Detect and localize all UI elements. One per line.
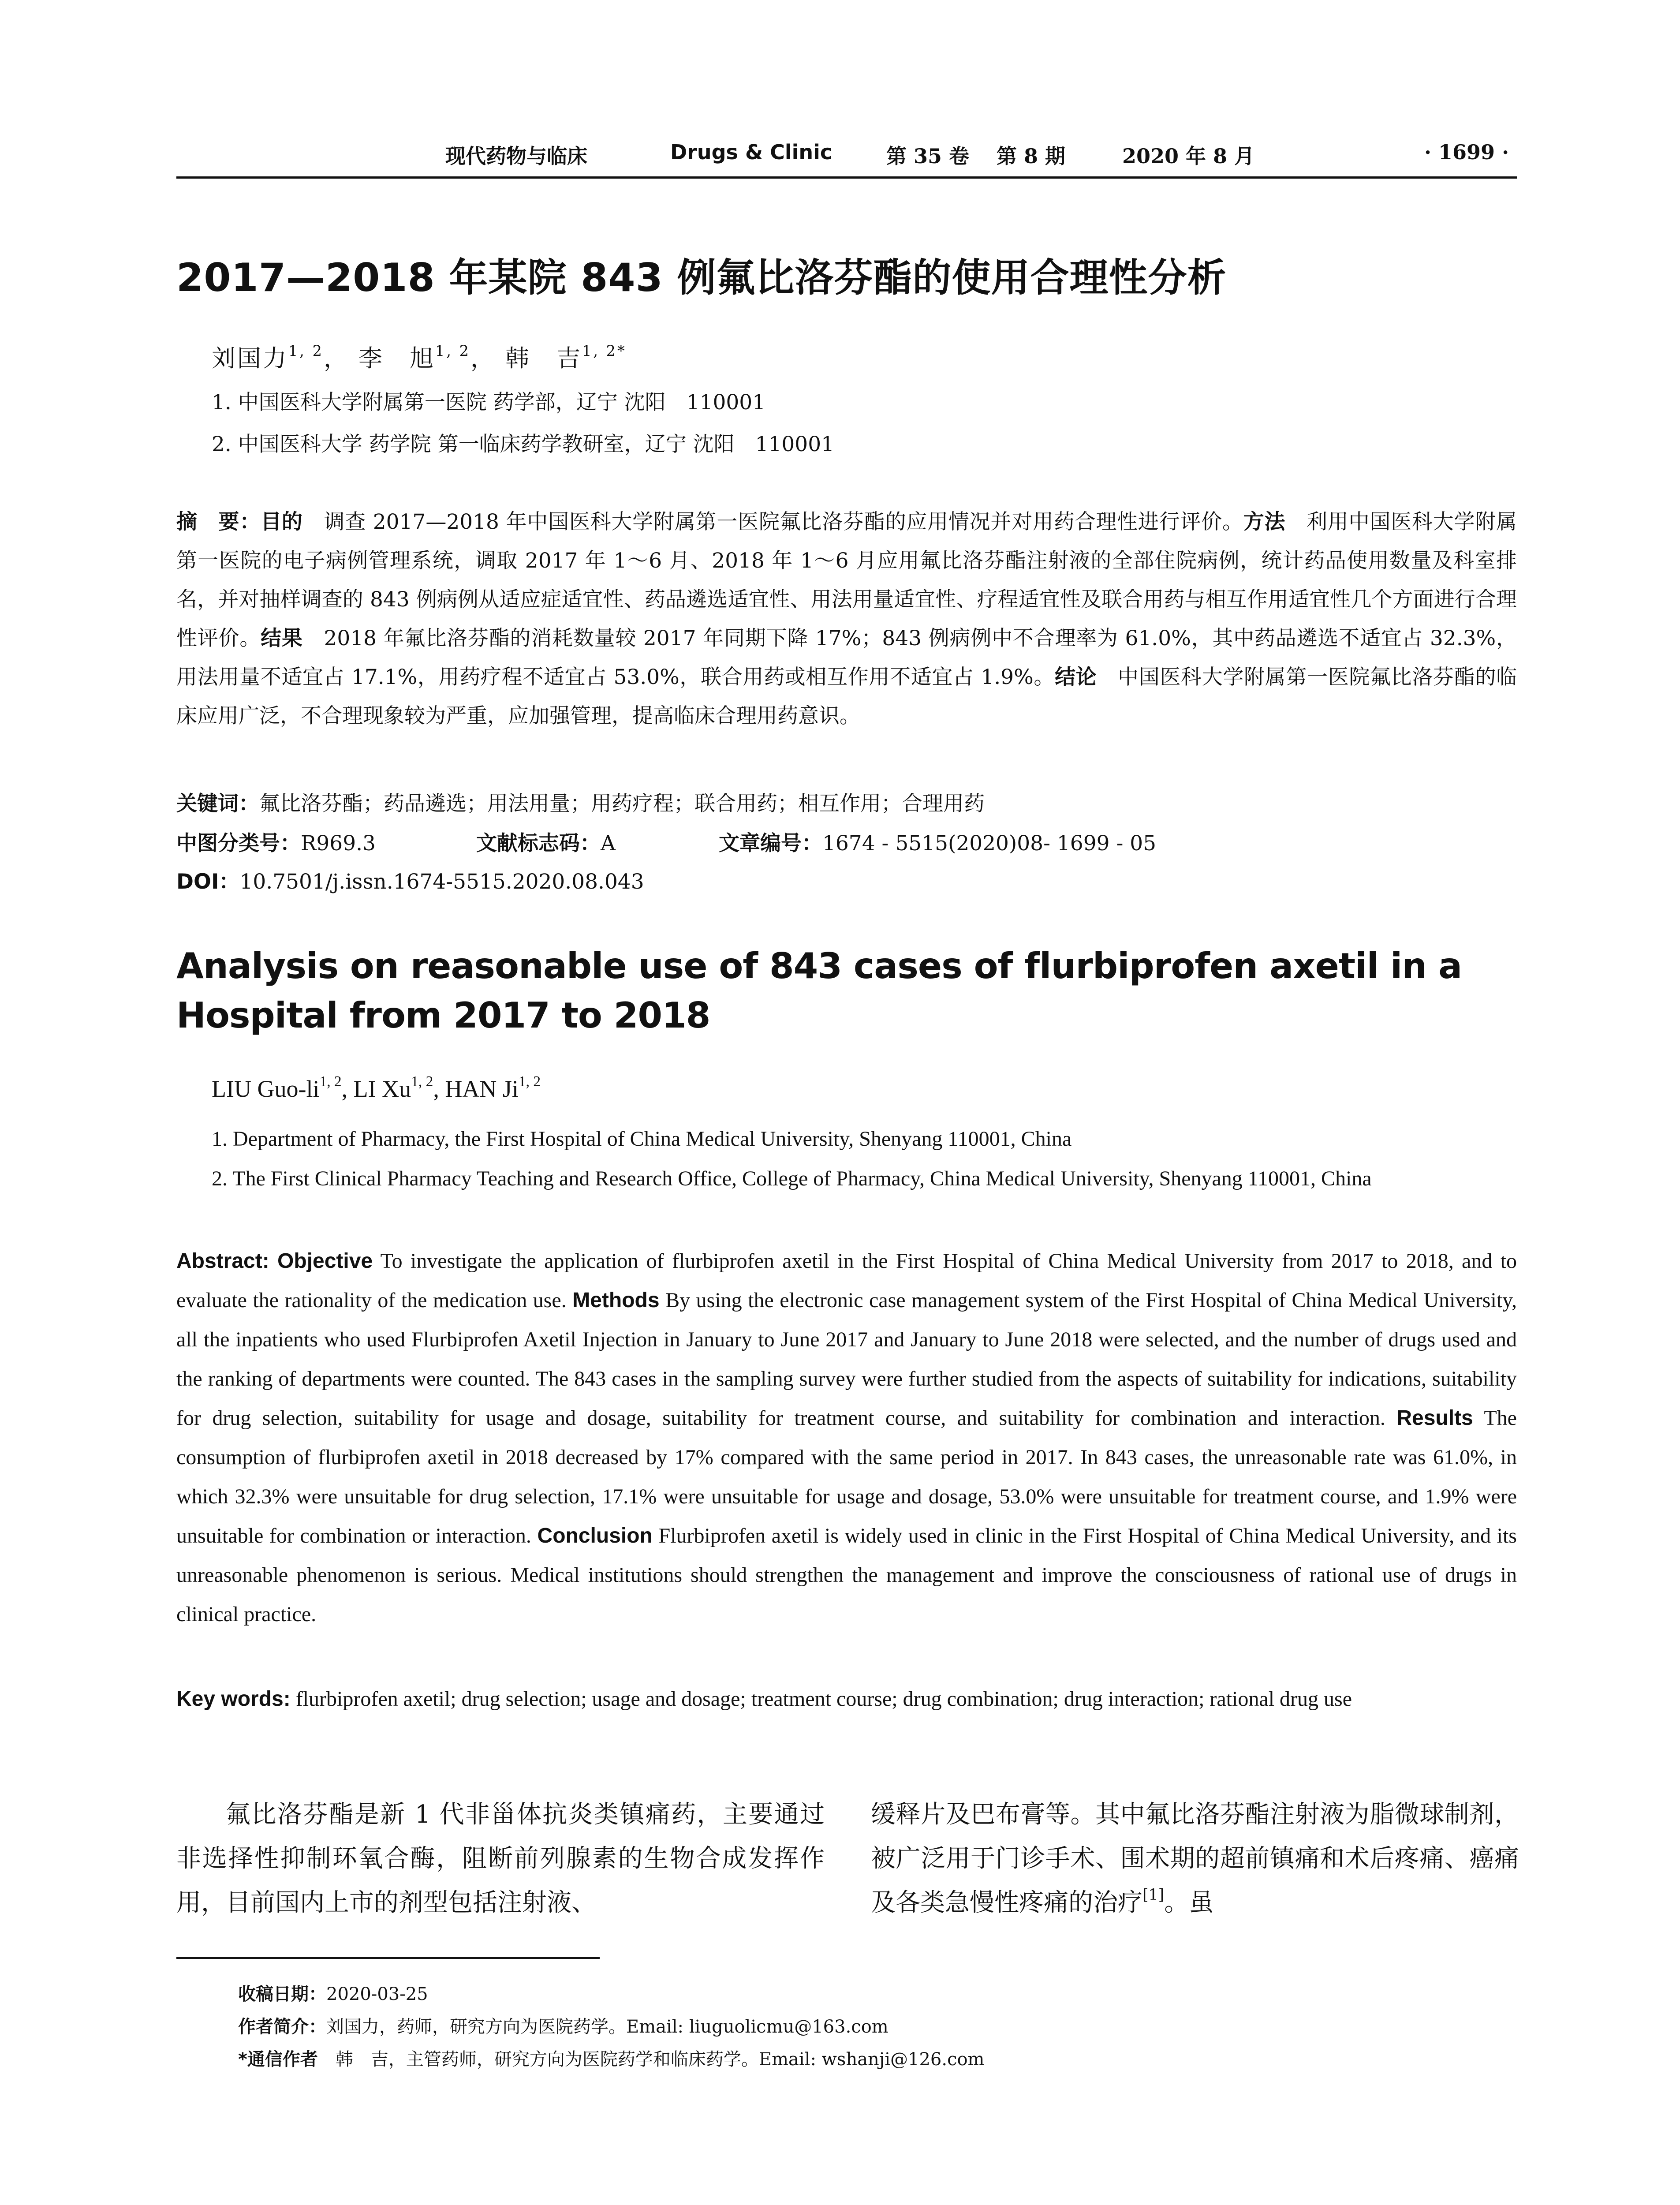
header-date: 2020 年 8 月 <box>1122 144 1255 168</box>
footnote-author-bio <box>238 2013 889 2038</box>
cn-doi-value: 10.7501/j.issn.1674-5515.2020.08.043 <box>239 870 644 894</box>
cn-conclusion-text: 中国医科大学附属第一医院氟比洛芬酯的临床应用广泛，不合理现象较为严重，应加强管理，提高临床合理用药意识。 <box>176 665 1517 728</box>
en-conclusion-label: Conclusion <box>537 1524 653 1547</box>
header-volume: 第 35 卷 <box>886 144 970 168</box>
en-author-affil: 1, 2 <box>411 1073 433 1090</box>
en-results-text: The consumption of flurbiprofen axetil in 2018 decreased by 17% compared with the same period in 2017. In 843 cases, the unreasonable rate was 61.0%, in which 32.3% were unsuitable for drug selection, 17.1% were unsuitable for usage and dosage, 53.0% were unsuitable for treatment course, and 1.9% were unsuitable for combination or interaction. <box>176 1406 1517 1547</box>
en-author-name: HAN Ji <box>445 1076 519 1102</box>
header-rule <box>176 176 1517 179</box>
header-journal-cn: 现代药物与临床 <box>445 144 587 168</box>
cn-authors <box>212 340 627 374</box>
cn-doccode-value: A <box>601 831 616 856</box>
en-affiliation-2: 2. The First Clinical Pharmacy Teaching and Research Office, College of Pharmacy, China Medical University, Shenyang 110001, China <box>212 1167 1372 1190</box>
cn-article-no-value: 1674 - 5515(2020)08- 1699 - 05 <box>822 831 1157 856</box>
cn-conclusion-label: 结论 <box>1055 665 1097 689</box>
cn-author-affil: 1, 2 <box>435 342 470 359</box>
cn-author-name: 韩 吉 <box>505 344 582 372</box>
cn-objective-text: 调查 2017—2018 年中国医科大学附属第一医院氟比洛芬酯的应用情况并对用药合理性进行评价。 <box>302 510 1243 534</box>
running-header <box>0 140 1680 171</box>
en-abstract-label: Abstract: <box>176 1249 269 1273</box>
en-author-name: LI Xu <box>353 1076 411 1102</box>
cn-affiliation-1: 1. 中国医科大学附属第一医院 药学部，辽宁 沈阳 110001 <box>212 390 766 415</box>
en-author-name: LIU Guo-li <box>212 1076 320 1102</box>
body-right-text: 缓释片及巴布膏等。其中氟比洛芬酯注射液为脂微球制剂，被广泛用于门诊手术、围术期的超前镇痛和术后疼痛、癌痛及各类急慢性疼痛的治疗 <box>871 1800 1519 1917</box>
cn-clc-label: 中图分类号： <box>176 831 301 856</box>
body-column-left: 氟比洛芬酯是新 1 代非甾体抗炎类镇痛药，主要通过非选择性抑制环氧合酶，阻断前列腺素的生物合成发挥作用，目前国内上市的剂型包括注射液、 <box>176 1800 825 1917</box>
cn-results-label: 结果 <box>261 626 303 650</box>
cn-article-no-label: 文章编号： <box>719 831 822 856</box>
en-keywords-text: flurbiprofen axetil; drug selection; usage and dosage; treatment course; drug combination; drug interaction; rational drug use <box>290 1687 1352 1711</box>
cn-abstract <box>176 503 1517 736</box>
en-abstract <box>176 1241 1517 1634</box>
cn-doccode-row <box>476 827 616 856</box>
cn-doccode-label: 文献标志码： <box>476 831 601 856</box>
received-label: 收稿日期： <box>238 1984 326 2004</box>
en-title: Analysis on reasonable use of 843 cases of flurbiprofen axetil in a Hospital from 2017 to 2018 <box>176 946 1462 1036</box>
en-objective-text: To investigate the application of flurbiprofen axetil in the First Hospital of China Medical University from 2017 to 2018, and to evaluate the rationality of the medication use. <box>176 1249 1517 1312</box>
corr-label: *通信作者 <box>238 2049 318 2070</box>
cn-doi-row <box>176 865 644 895</box>
cn-classification-row <box>176 827 376 856</box>
body-right-tail: 。虽 <box>1164 1888 1214 1917</box>
body-column-right <box>871 1793 1519 1925</box>
cn-methods-label: 方法 <box>1243 510 1286 534</box>
cn-clc-value: R969.3 <box>301 831 376 856</box>
cn-results-text: 2018 年氟比洛芬酯的消耗数量较 2017 年同期下降 17%；843 例病例中不合理率为 61.0%，其中药品遴选不适宜占 32.3%，用法用量不适宜占 17.1%，用药疗程不适宜占 53.0%，联合用药或相互作用不适宜占 1.9%。 <box>176 626 1517 689</box>
en-author-separator: , <box>341 1076 354 1102</box>
en-author-affil: 1, 2 <box>319 1073 342 1090</box>
cn-author-name: 刘国力 <box>212 344 288 372</box>
en-keywords <box>176 1679 1517 1719</box>
received-date: 2020-03-25 <box>326 1984 428 2004</box>
en-author-separator: , <box>433 1076 445 1102</box>
en-objective-label: Objective <box>277 1249 373 1273</box>
cn-objective-label: 目的 <box>261 510 303 534</box>
en-affiliation-1: 1. Department of Pharmacy, the First Hospital of China Medical University, Shenyang 110001, China <box>212 1127 1072 1151</box>
en-keywords-label: Key words: <box>176 1687 291 1711</box>
footnote-corresponding <box>238 2045 984 2070</box>
cn-author-affil: 1, 2 <box>288 342 324 359</box>
en-authors <box>212 1075 541 1102</box>
cn-affiliation-2: 2. 中国医科大学 药学院 第一临床药学教研室，辽宁 沈阳 110001 <box>212 432 835 456</box>
cn-author-separator: ， <box>323 344 349 372</box>
bio-text: 刘国力，药师，研究方向为医院药学。Email: liuguolicmu@163.com <box>326 2017 889 2037</box>
cn-article-no-row <box>719 827 1156 856</box>
en-conclusion-text: Flurbiprofen axetil is widely used in clinic in the First Hospital of China Medical University, and its unreasonable phenomenon is serious. Medical institutions should strengthen the management and improve the consciousness of rational use of drugs in clinical practice. <box>176 1524 1517 1626</box>
header-journal-en: Drugs & Clinic <box>670 140 833 164</box>
en-methods-text: By using the electronic case management system of the First Hospital of China Medical University, all the inpatients who used Flurbiprofen Axetil Injection in January to June 2017 and January to June 2018 were selected, and the number of drugs used and the ranking of departments were counted. The 843 cases in the sampling survey were further studied from the aspects of suitability for indications, suitability for drug selection, suitability for usage and dosage, suitability for treatment course, and suitability for combination and interaction. <box>176 1289 1517 1430</box>
cn-methods-text: 利用中国医科大学附属第一医院的电子病例管理系统，调取 2017 年 1～6 月、2018 年 1～6 月应用氟比洛芬酯注射液的全部住院病例，统计药品使用数量及科室排名，并对抽样调查的 843 例病例从适应症适宜性、药品遴选适宜性、用法用量适宜性、疗程适宜性及联合用药与相互作用适宜性几个方面进行合理性评价。 <box>176 510 1517 650</box>
header-issue: 第 8 期 <box>997 144 1066 168</box>
en-author-affil: 1, 2 <box>518 1073 541 1090</box>
cn-author-separator: ， <box>470 344 496 372</box>
footnote-received <box>238 1980 428 2005</box>
cn-author-affil: 1, 2* <box>582 342 627 359</box>
cn-keywords <box>176 787 985 817</box>
en-methods-label: Methods <box>572 1289 660 1312</box>
en-results-label: Results <box>1396 1406 1473 1430</box>
citation-ref: [1] <box>1142 1886 1165 1904</box>
footnote-rule <box>176 1957 600 1959</box>
cn-title: 2017—2018 年某院 843 例氟比洛芬酯的使用合理性分析 <box>176 255 1227 300</box>
cn-keywords-label: 关键词： <box>176 792 259 816</box>
corr-text: 韩 吉，主管药师，研究方向为医院药学和临床药学。Email: wshanji@126.com <box>317 2049 985 2070</box>
header-page-number: · 1699 · <box>1424 140 1509 164</box>
cn-keywords-text: 氟比洛芬酯；药品遴选；用法用量；用药疗程；联合用药；相互作用；合理用药 <box>259 792 985 816</box>
cn-author-name: 李 旭 <box>358 344 436 372</box>
cn-doi-label: DOI： <box>176 870 240 894</box>
bio-label: 作者简介： <box>238 2017 326 2037</box>
cn-abstract-label: 摘 要： <box>176 510 261 534</box>
